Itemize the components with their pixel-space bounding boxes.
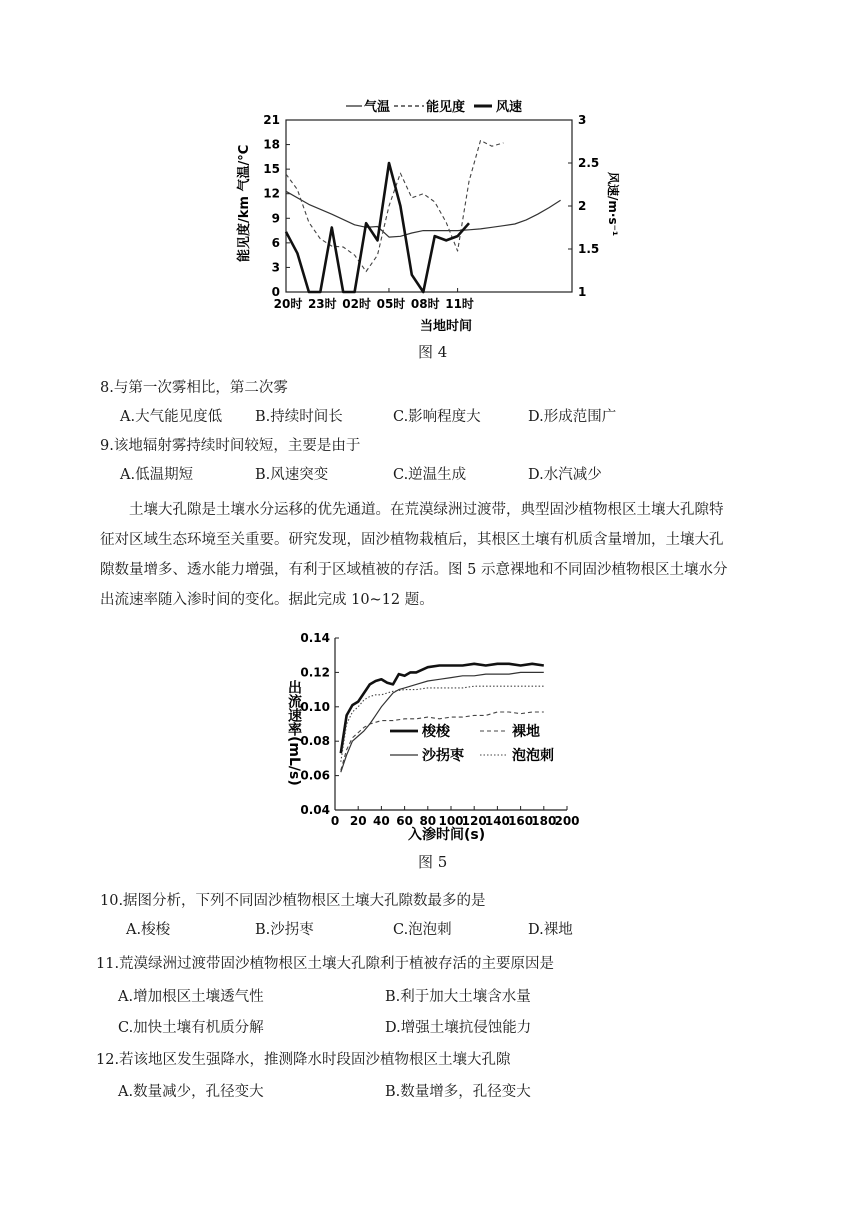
fig4-series-temperature [286,191,561,237]
q11-option-b[interactable]: B.利于加大土壤含水量 [385,989,531,1005]
question-11-stem: 11.荒漠绿洲过渡带固沙植物根区土壤大孔隙利于植被存活的主要原因是 [96,956,555,972]
fig4-right-tick-label: 2.5 [578,156,600,170]
fig4-x-tick-label: 23时 [307,297,337,311]
fig5-xlabel: 入渗时间(s) [408,827,486,843]
q9-option-a[interactable]: A.低温期短 [120,467,194,483]
fig4-left-tick-label: 18 [263,137,280,152]
q8-option-a[interactable]: A.大气能见度低 [120,409,223,425]
fig5-x-tick-label: 40 [373,814,390,828]
fig4-right-tick-label: 2 [578,199,587,213]
q10-option-a[interactable]: A.梭梭 [126,922,171,938]
fig5-y-tick-label: 0.04 [300,803,330,817]
fig4-right-tick-label: 3 [578,113,587,127]
fig4-x-tick-label: 02时 [342,297,371,311]
fig4-xlabel: 当地时间 [420,319,473,334]
legend-bare: 裸地 [512,724,540,740]
q9-option-b[interactable]: B.风速突变 [255,467,329,483]
fig5-ylabel: 出流速率(mL/s) [286,680,302,786]
legend-wind: 风速 [496,100,523,115]
fig5-x-tick-label: 140 [484,814,510,828]
fig5-x-tick-label: 0 [330,814,340,828]
legend-temp: 气温 [364,100,391,115]
figure-5-chart [272,628,590,846]
q11-option-c[interactable]: C.加快土壤有机质分解 [118,1020,264,1036]
fig4-left-tick-label: 15 [263,162,280,177]
fig5-y-tick-label: 0.10 [300,699,330,714]
legend-visibility: 能见度 [426,100,466,115]
question-8-stem: 8.与第一次雾相比，第二次雾 [100,380,288,396]
q12-option-a[interactable]: A.数量减少，孔径变大 [118,1084,264,1100]
fig5-x-tick-label: 200 [554,814,580,828]
q12-option-b[interactable]: B.数量增多，孔径变大 [385,1084,531,1100]
fig5-x-tick-label: 160 [508,814,534,828]
fig4-left-tick-label: 21 [263,113,280,127]
fig4-left-tick-label: 12 [263,186,280,201]
figure-5-caption: 图 5 [418,853,448,871]
legend-paopaoci: 泡泡刺 [512,748,554,764]
fig4-left-ylabel: 能见度/km 气温/°C [237,144,252,262]
fig4-right-tick-label: 1 [578,285,587,299]
question-12-stem: 12.若该地区发生强降水，推测降水时段固沙植物根区土壤大孔隙 [96,1052,511,1068]
fig5-x-tick-label: 20 [349,814,367,828]
fig4-x-tick-label: 11时 [445,297,474,311]
fig5-x-tick-label: 180 [531,814,557,828]
fig4-left-tick-label: 3 [271,260,280,275]
fig5-y-tick-label: 0.14 [300,631,330,645]
q9-option-d[interactable]: D.水汽减少 [528,467,602,483]
passage-line-3: 隙数量增多、透水能力增强，有利于区域植被的存活。图 5 示意裸地和不同固沙植物根区土壤水分 [100,562,728,578]
passage-line-4: 出流速率随入渗时间的变化。据此完成 10~12 题。 [100,592,434,608]
legend-suosuo: 梭梭 [422,724,450,740]
legend-shaguaizao: 沙拐枣 [422,748,464,764]
fig5-x-tick-label: 80 [419,814,437,828]
passage-line-2: 征对区域生态环境至关重要。研究发现，固沙植物栽植后，其根区土壤有机质含量增加，土壤大孔 [100,532,724,548]
q10-option-b[interactable]: B.沙拐枣 [255,922,314,938]
fig4-left-tick-label: 0 [271,285,280,299]
fig4-left-tick-label: 9 [271,211,280,226]
fig5-x-tick-label: 60 [396,814,413,828]
q9-option-c[interactable]: C.逆温生成 [393,467,467,483]
fig5-x-tick-label: 100 [438,814,464,828]
fig5-x-tick-label: 120 [461,814,487,828]
fig5-y-tick-label: 0.08 [300,734,330,749]
figure-4-caption: 图 4 [418,343,448,361]
fig4-x-tick-label: 05时 [376,297,406,311]
fig4-right-ylabel: 风速/m·s⁻¹ [606,172,620,237]
fig4-x-tick-label: 08时 [410,297,440,311]
fig4-right-tick-label: 1.5 [578,242,600,256]
q8-option-d[interactable]: D.形成范围广 [528,409,617,425]
fig5-y-tick-label: 0.06 [300,768,330,783]
passage-line-1: 土壤大孔隙是土壤水分运移的优先通道。在荒漠绿洲过渡带，典型固沙植物根区土壤大孔隙特 [129,502,724,518]
figure-4-chart [228,92,628,342]
fig4-left-tick-label: 6 [271,235,280,250]
q8-option-b[interactable]: B.持续时间长 [255,409,343,425]
fig5-legend [390,723,554,764]
fig4-x-tick-label: 20时 [273,297,303,311]
fig4-series-visibility [286,141,503,272]
q11-option-a[interactable]: A.增加根区土壤透气性 [118,989,264,1005]
fig4-legend [346,99,522,115]
question-9-stem: 9.该地辐射雾持续时间较短，主要是由于 [100,438,361,454]
fig5-y-tick-label: 0.12 [300,665,330,680]
question-10-stem: 10.据图分析，下列不同固沙植物根区土壤大孔隙数最多的是 [100,893,486,909]
q8-option-c[interactable]: C.影响程度大 [393,409,481,425]
q10-option-d[interactable]: D.裸地 [528,922,573,938]
q10-option-c[interactable]: C.泡泡刺 [393,922,452,938]
fig4-series-wind-speed [286,163,469,292]
q11-option-d[interactable]: D.增强土壤抗侵蚀能力 [385,1020,532,1036]
